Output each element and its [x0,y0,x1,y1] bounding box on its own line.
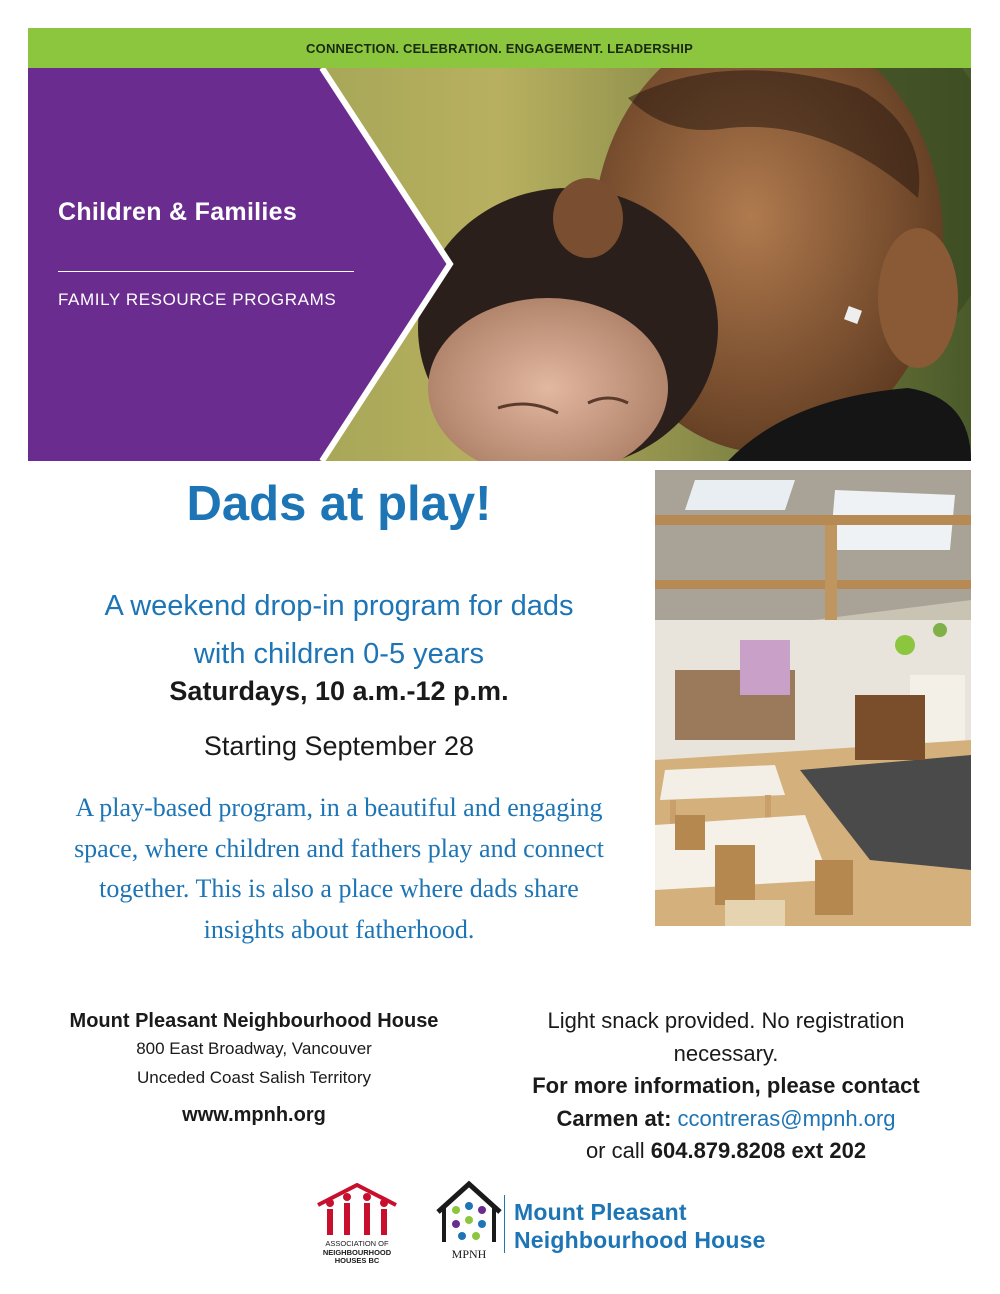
contact-phone: 604.879.8208 ext 202 [650,1138,867,1163]
organization-contact [28,1008,480,1127]
mpnh-house-logo [434,1180,504,1265]
contact-email-link[interactable]: ccontreras@mpnh.org [677,1105,896,1131]
program-subcategory: FAMILY RESOURCE PROGRAMS [58,290,337,309]
anh-logo-text [312,1240,402,1266]
playroom-photo [655,470,971,926]
event-title: Dads at play! [186,477,492,531]
description-line: together. This is also a place where dads share [99,874,579,903]
organization-name: Mount Pleasant Neighbourhood House [69,1010,439,1032]
mpnh-logo-name [514,1198,766,1254]
event-subtitle-line: with children 0-5 years [193,638,485,670]
event-subtitle-line: A weekend drop-in program for dads [104,590,574,622]
contact-name: Carmen at: [556,1105,672,1131]
anh-text-line: NEIGHBOURHOOD [322,1247,392,1257]
hero-banner [28,68,971,461]
contact-phone-line [490,1135,962,1168]
event-subtitle [28,582,650,678]
mpnh-logo-abbrev: MPNH [451,1247,487,1261]
event-schedule: Saturdays, 10 a.m.-12 p.m. [169,676,509,706]
mpnh-name-line: Mount Pleasant [514,1199,687,1225]
tagline-bar [28,28,971,68]
mpnh-name-line: Neighbourhood House [514,1227,766,1253]
description-line: A play-based program, in a beautiful and engaging [75,793,603,822]
contact-prompt: For more information, please contact [532,1073,920,1098]
anh-bc-logo [312,1183,402,1273]
description-line: space, where children and fathers play and connect [74,833,604,863]
logo-divider [504,1195,505,1253]
program-category-title: Children & Families [58,198,298,226]
anh-text-line: HOUSES BC [334,1256,380,1265]
anh-text-line: ASSOCIATION OF [325,1239,389,1248]
divider [58,271,354,272]
organization-website-link[interactable]: www.mpnh.org [182,1104,326,1126]
organization-address: 800 East Broadway, Vancouver [136,1039,372,1058]
registration-note: necessary. [673,1040,779,1066]
event-description [28,788,650,950]
event-start-date: Starting September 28 [203,731,475,761]
contact-email-line [490,1103,962,1136]
purple-chevron-panel [28,68,488,461]
description-line: insights about fatherhood. [203,914,475,944]
organization-territory: Unceded Coast Salish Territory [136,1068,371,1087]
call-prefix: or call [585,1138,645,1163]
event-info [490,1005,962,1168]
tagline-text: CONNECTION. CELEBRATION. ENGAGEMENT. LEADERSHIP [306,40,693,56]
snack-note: Light snack provided. No registration [547,1008,905,1033]
anh-houses-icon [312,1183,402,1239]
